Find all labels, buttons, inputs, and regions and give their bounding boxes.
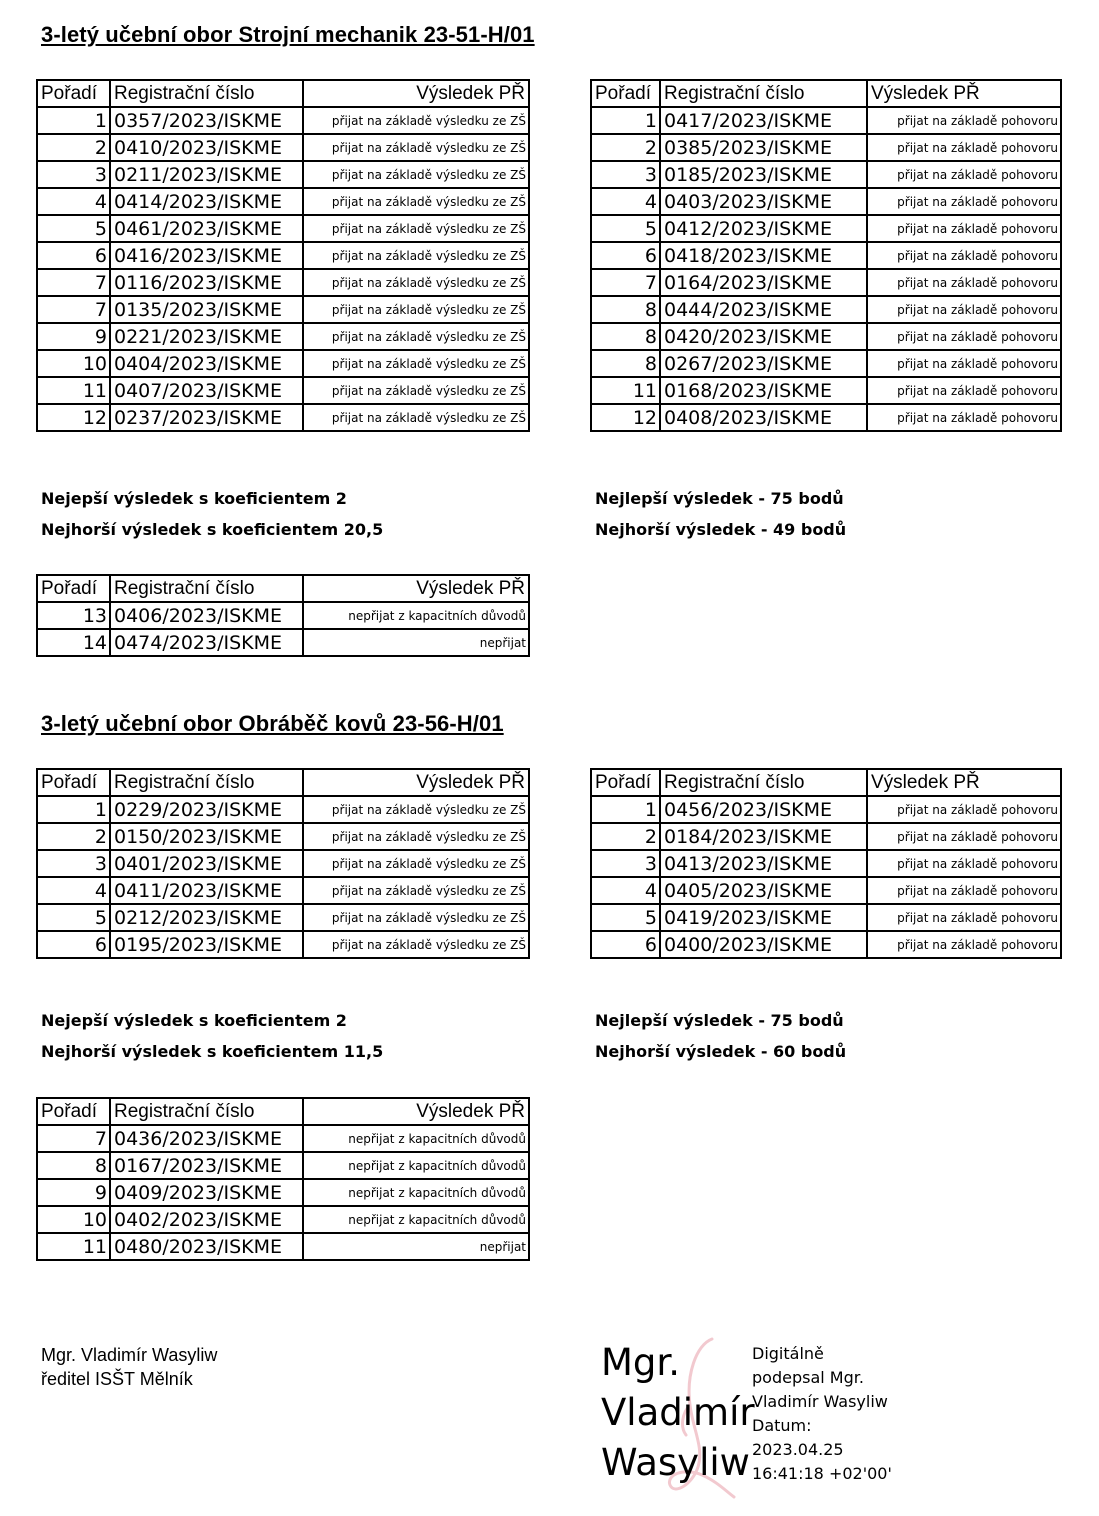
result-cell: přijat na základě pohovoru <box>867 134 1061 161</box>
table-row <box>591 823 1061 850</box>
order-cell: 7 <box>37 269 110 296</box>
order-cell: 2 <box>37 823 110 850</box>
table-row <box>591 377 1061 404</box>
table-row <box>591 850 1061 877</box>
table-row <box>37 350 529 377</box>
result-header: Výsledek PŘ <box>303 80 529 107</box>
result-cell: přijat na základě pohovoru <box>867 215 1061 242</box>
result-cell: přijat na základě pohovoru <box>867 850 1061 877</box>
table-row <box>37 1152 529 1179</box>
registration-number-cell: 0480/2023/ISKME <box>110 1233 303 1260</box>
registration-number-cell: 0418/2023/ISKME <box>660 242 867 269</box>
registration-header: Registrační číslo <box>660 769 867 796</box>
result-cell: přijat na základě pohovoru <box>867 796 1061 823</box>
table-header-row <box>37 1098 529 1125</box>
result-cell: nepřijat z kapacitních důvodů <box>303 1152 529 1179</box>
table-row <box>37 1125 529 1152</box>
table-header-row <box>591 80 1061 107</box>
registration-number-cell: 0412/2023/ISKME <box>660 215 867 242</box>
table-row <box>591 269 1061 296</box>
result-cell: přijat na základě výsledku ze ZŠ <box>303 877 529 904</box>
order-cell: 7 <box>37 296 110 323</box>
table-row <box>591 296 1061 323</box>
signature-detail-line: Digitálně <box>752 1344 824 1363</box>
result-cell: přijat na základě pohovoru <box>867 904 1061 931</box>
registration-number-cell: 0416/2023/ISKME <box>110 242 303 269</box>
result-cell: přijat na základě pohovoru <box>867 350 1061 377</box>
result-cell: nepřijat z kapacitních důvodů <box>303 1179 529 1206</box>
best-result-points: Nejlepší výsledek - 75 bodů <box>595 1011 844 1030</box>
table-header-row <box>37 80 529 107</box>
result-cell: přijat na základě výsledku ze ZŠ <box>303 242 529 269</box>
signature-name-line: Vladimír <box>601 1391 755 1434</box>
order-cell: 1 <box>591 107 660 134</box>
result-cell: přijat na základě výsledku ze ZŠ <box>303 404 529 431</box>
rejected-table <box>36 1097 530 1261</box>
order-cell: 6 <box>591 931 660 958</box>
result-cell: přijat na základě pohovoru <box>867 296 1061 323</box>
table-row <box>37 850 529 877</box>
registration-number-cell: 0116/2023/ISKME <box>110 269 303 296</box>
result-cell: přijat na základě pohovoru <box>867 377 1061 404</box>
registration-number-cell: 0267/2023/ISKME <box>660 350 867 377</box>
registration-number-cell: 0474/2023/ISKME <box>110 629 303 656</box>
registration-number-cell: 0419/2023/ISKME <box>660 904 867 931</box>
order-cell: 8 <box>37 1152 110 1179</box>
worst-result-points: Nejhorší výsledek - 49 bodů <box>595 520 847 539</box>
table-row <box>37 1206 529 1233</box>
table-row <box>37 107 529 134</box>
order-cell: 6 <box>37 242 110 269</box>
order-cell: 6 <box>591 242 660 269</box>
table-row <box>591 350 1061 377</box>
registration-number-cell: 0357/2023/ISKME <box>110 107 303 134</box>
order-cell: 5 <box>37 904 110 931</box>
registration-number-cell: 0150/2023/ISKME <box>110 823 303 850</box>
result-cell: nepřijat <box>303 629 529 656</box>
registration-number-cell: 0406/2023/ISKME <box>110 602 303 629</box>
table-row <box>37 323 529 350</box>
table-row <box>591 323 1061 350</box>
admitted-table-by-interview <box>590 768 1062 959</box>
order-cell: 8 <box>591 296 660 323</box>
registration-number-cell: 0164/2023/ISKME <box>660 269 867 296</box>
order-cell: 1 <box>591 796 660 823</box>
order-cell: 12 <box>37 404 110 431</box>
signatory-name: Mgr. Vladimír Wasyliw <box>41 1345 218 1365</box>
order-cell: 7 <box>591 269 660 296</box>
order-header: Pořadí <box>591 80 660 107</box>
result-cell: nepřijat z kapacitních důvodů <box>303 1125 529 1152</box>
signatory-block <box>41 1343 217 1391</box>
order-cell: 8 <box>591 323 660 350</box>
order-cell: 14 <box>37 629 110 656</box>
table-row <box>37 1179 529 1206</box>
registration-number-cell: 0444/2023/ISKME <box>660 296 867 323</box>
order-cell: 4 <box>37 188 110 215</box>
signature-name-line: Wasyliw <box>601 1441 750 1484</box>
result-cell: přijat na základě výsledku ze ZŠ <box>303 215 529 242</box>
order-cell: 11 <box>37 377 110 404</box>
worst-result-coefficient: Nejhorší výsledek s koeficientem 20,5 <box>41 520 384 539</box>
order-cell: 2 <box>591 823 660 850</box>
result-header: Výsledek PŘ <box>867 769 1061 796</box>
admitted-table-by-grades <box>36 768 530 959</box>
registration-number-cell: 0167/2023/ISKME <box>110 1152 303 1179</box>
table-row <box>37 823 529 850</box>
section-title: 3-letý učební obor Strojní mechanik 23-51-H/01 <box>41 22 535 47</box>
order-cell: 5 <box>591 215 660 242</box>
registration-number-cell: 0436/2023/ISKME <box>110 1125 303 1152</box>
order-header: Pořadí <box>591 769 660 796</box>
table-row <box>37 629 529 656</box>
order-header: Pořadí <box>37 80 110 107</box>
table-row <box>591 404 1061 431</box>
signature-detail-line: Vladimír Wasyliw <box>752 1392 888 1411</box>
result-cell: přijat na základě výsledku ze ZŠ <box>303 904 529 931</box>
result-cell: přijat na základě pohovoru <box>867 242 1061 269</box>
table-row <box>37 796 529 823</box>
result-cell: přijat na základě výsledku ze ZŠ <box>303 850 529 877</box>
worst-result-coefficient: Nejhorší výsledek s koeficientem 11,5 <box>41 1042 384 1061</box>
registration-number-cell: 0212/2023/ISKME <box>110 904 303 931</box>
registration-header: Registrační číslo <box>110 769 303 796</box>
result-cell: přijat na základě pohovoru <box>867 323 1061 350</box>
result-cell: přijat na základě pohovoru <box>867 823 1061 850</box>
result-cell: přijat na základě výsledku ze ZŠ <box>303 823 529 850</box>
registration-number-cell: 0404/2023/ISKME <box>110 350 303 377</box>
registration-number-cell: 0405/2023/ISKME <box>660 877 867 904</box>
result-cell: přijat na základě pohovoru <box>867 107 1061 134</box>
result-cell: přijat na základě pohovoru <box>867 188 1061 215</box>
registration-header: Registrační číslo <box>110 80 303 107</box>
order-cell: 2 <box>37 134 110 161</box>
order-cell: 3 <box>37 161 110 188</box>
registration-number-cell: 0402/2023/ISKME <box>110 1206 303 1233</box>
registration-number-cell: 0410/2023/ISKME <box>110 134 303 161</box>
order-cell: 8 <box>591 350 660 377</box>
result-cell: přijat na základě výsledku ze ZŠ <box>303 188 529 215</box>
table-row <box>37 1233 529 1260</box>
result-cell: přijat na základě výsledku ze ZŠ <box>303 377 529 404</box>
table-row <box>591 107 1061 134</box>
result-cell: přijat na základě pohovoru <box>867 269 1061 296</box>
result-cell: přijat na základě výsledku ze ZŠ <box>303 161 529 188</box>
table-row <box>591 877 1061 904</box>
signature-detail-line: 16:41:18 +02'00' <box>752 1464 892 1483</box>
section-title: 3-letý učební obor Obráběč kovů 23-56-H/01 <box>41 711 504 736</box>
admitted-table-by-interview <box>590 79 1062 432</box>
registration-number-cell: 0229/2023/ISKME <box>110 796 303 823</box>
result-cell: přijat na základě výsledku ze ZŠ <box>303 350 529 377</box>
registration-number-cell: 0221/2023/ISKME <box>110 323 303 350</box>
registration-header: Registrační číslo <box>110 1098 303 1125</box>
order-cell: 5 <box>37 215 110 242</box>
table-row <box>591 904 1061 931</box>
registration-number-cell: 0409/2023/ISKME <box>110 1179 303 1206</box>
result-cell: přijat na základě výsledku ze ZŠ <box>303 796 529 823</box>
order-cell: 1 <box>37 796 110 823</box>
result-cell: přijat na základě pohovoru <box>867 877 1061 904</box>
result-cell: nepřijat z kapacitních důvodů <box>303 1206 529 1233</box>
order-header: Pořadí <box>37 769 110 796</box>
signatory-role: ředitel ISŠT Mělník <box>41 1369 193 1389</box>
table-row <box>591 242 1061 269</box>
order-cell: 11 <box>37 1233 110 1260</box>
order-cell: 10 <box>37 1206 110 1233</box>
result-cell: nepřijat <box>303 1233 529 1260</box>
signature-detail-line: podepsal Mgr. <box>752 1368 864 1387</box>
table-row <box>37 931 529 958</box>
order-cell: 13 <box>37 602 110 629</box>
result-cell: přijat na základě výsledku ze ZŠ <box>303 296 529 323</box>
table-row <box>591 796 1061 823</box>
order-cell: 4 <box>591 877 660 904</box>
table-row <box>37 269 529 296</box>
result-cell: nepřijat z kapacitních důvodů <box>303 602 529 629</box>
registration-number-cell: 0403/2023/ISKME <box>660 188 867 215</box>
table-row <box>37 215 529 242</box>
order-cell: 3 <box>591 161 660 188</box>
rejected-table <box>36 574 530 657</box>
registration-number-cell: 0413/2023/ISKME <box>660 850 867 877</box>
order-cell: 10 <box>37 350 110 377</box>
registration-number-cell: 0185/2023/ISKME <box>660 161 867 188</box>
order-cell: 2 <box>591 134 660 161</box>
result-header: Výsledek PŘ <box>303 575 529 602</box>
signature-name-line: Mgr. <box>601 1341 680 1384</box>
table-row <box>37 602 529 629</box>
registration-number-cell: 0420/2023/ISKME <box>660 323 867 350</box>
result-header: Výsledek PŘ <box>867 80 1061 107</box>
order-header: Pořadí <box>37 575 110 602</box>
table-row <box>591 134 1061 161</box>
table-row <box>37 904 529 931</box>
table-row <box>591 188 1061 215</box>
result-cell: přijat na základě výsledku ze ZŠ <box>303 134 529 161</box>
order-cell: 4 <box>37 877 110 904</box>
registration-header: Registrační číslo <box>110 575 303 602</box>
table-header-row <box>37 575 529 602</box>
registration-number-cell: 0401/2023/ISKME <box>110 850 303 877</box>
table-row <box>591 215 1061 242</box>
table-row <box>37 877 529 904</box>
registration-number-cell: 0168/2023/ISKME <box>660 377 867 404</box>
order-cell: 6 <box>37 931 110 958</box>
signature-name <box>601 1338 755 1488</box>
registration-number-cell: 0414/2023/ISKME <box>110 188 303 215</box>
order-header: Pořadí <box>37 1098 110 1125</box>
result-cell: přijat na základě pohovoru <box>867 404 1061 431</box>
registration-number-cell: 0411/2023/ISKME <box>110 877 303 904</box>
result-cell: přijat na základě výsledku ze ZŠ <box>303 931 529 958</box>
table-header-row <box>37 769 529 796</box>
admitted-table-by-grades <box>36 79 530 432</box>
order-cell: 4 <box>591 188 660 215</box>
result-cell: přijat na základě výsledku ze ZŠ <box>303 323 529 350</box>
table-row <box>37 134 529 161</box>
table-row <box>591 931 1061 958</box>
table-row <box>37 242 529 269</box>
table-row <box>37 404 529 431</box>
order-cell: 11 <box>591 377 660 404</box>
result-header: Výsledek PŘ <box>303 769 529 796</box>
order-cell: 3 <box>591 850 660 877</box>
registration-number-cell: 0400/2023/ISKME <box>660 931 867 958</box>
registration-number-cell: 0461/2023/ISKME <box>110 215 303 242</box>
table-row <box>37 377 529 404</box>
registration-number-cell: 0135/2023/ISKME <box>110 296 303 323</box>
order-cell: 12 <box>591 404 660 431</box>
result-cell: přijat na základě pohovoru <box>867 931 1061 958</box>
registration-number-cell: 0385/2023/ISKME <box>660 134 867 161</box>
table-row <box>37 296 529 323</box>
best-result-coefficient: Nejepší výsledek s koeficientem 2 <box>41 489 347 508</box>
result-cell: přijat na základě výsledku ze ZŠ <box>303 107 529 134</box>
registration-header: Registrační číslo <box>660 80 867 107</box>
worst-result-points: Nejhorší výsledek - 60 bodů <box>595 1042 847 1061</box>
result-cell: přijat na základě výsledku ze ZŠ <box>303 269 529 296</box>
registration-number-cell: 0417/2023/ISKME <box>660 107 867 134</box>
order-cell: 1 <box>37 107 110 134</box>
registration-number-cell: 0237/2023/ISKME <box>110 404 303 431</box>
best-result-points: Nejlepší výsledek - 75 bodů <box>595 489 844 508</box>
registration-number-cell: 0195/2023/ISKME <box>110 931 303 958</box>
order-cell: 9 <box>37 1179 110 1206</box>
table-row <box>591 161 1061 188</box>
signature-details <box>752 1342 892 1486</box>
result-cell: přijat na základě pohovoru <box>867 161 1061 188</box>
table-row <box>37 188 529 215</box>
registration-number-cell: 0407/2023/ISKME <box>110 377 303 404</box>
order-cell: 3 <box>37 850 110 877</box>
result-header: Výsledek PŘ <box>303 1098 529 1125</box>
registration-number-cell: 0211/2023/ISKME <box>110 161 303 188</box>
order-cell: 5 <box>591 904 660 931</box>
registration-number-cell: 0184/2023/ISKME <box>660 823 867 850</box>
order-cell: 9 <box>37 323 110 350</box>
best-result-coefficient: Nejepší výsledek s koeficientem 2 <box>41 1011 347 1030</box>
signature-detail-line: 2023.04.25 <box>752 1440 844 1459</box>
order-cell: 7 <box>37 1125 110 1152</box>
signature-detail-line: Datum: <box>752 1416 812 1435</box>
table-header-row <box>591 769 1061 796</box>
registration-number-cell: 0408/2023/ISKME <box>660 404 867 431</box>
table-row <box>37 161 529 188</box>
registration-number-cell: 0456/2023/ISKME <box>660 796 867 823</box>
